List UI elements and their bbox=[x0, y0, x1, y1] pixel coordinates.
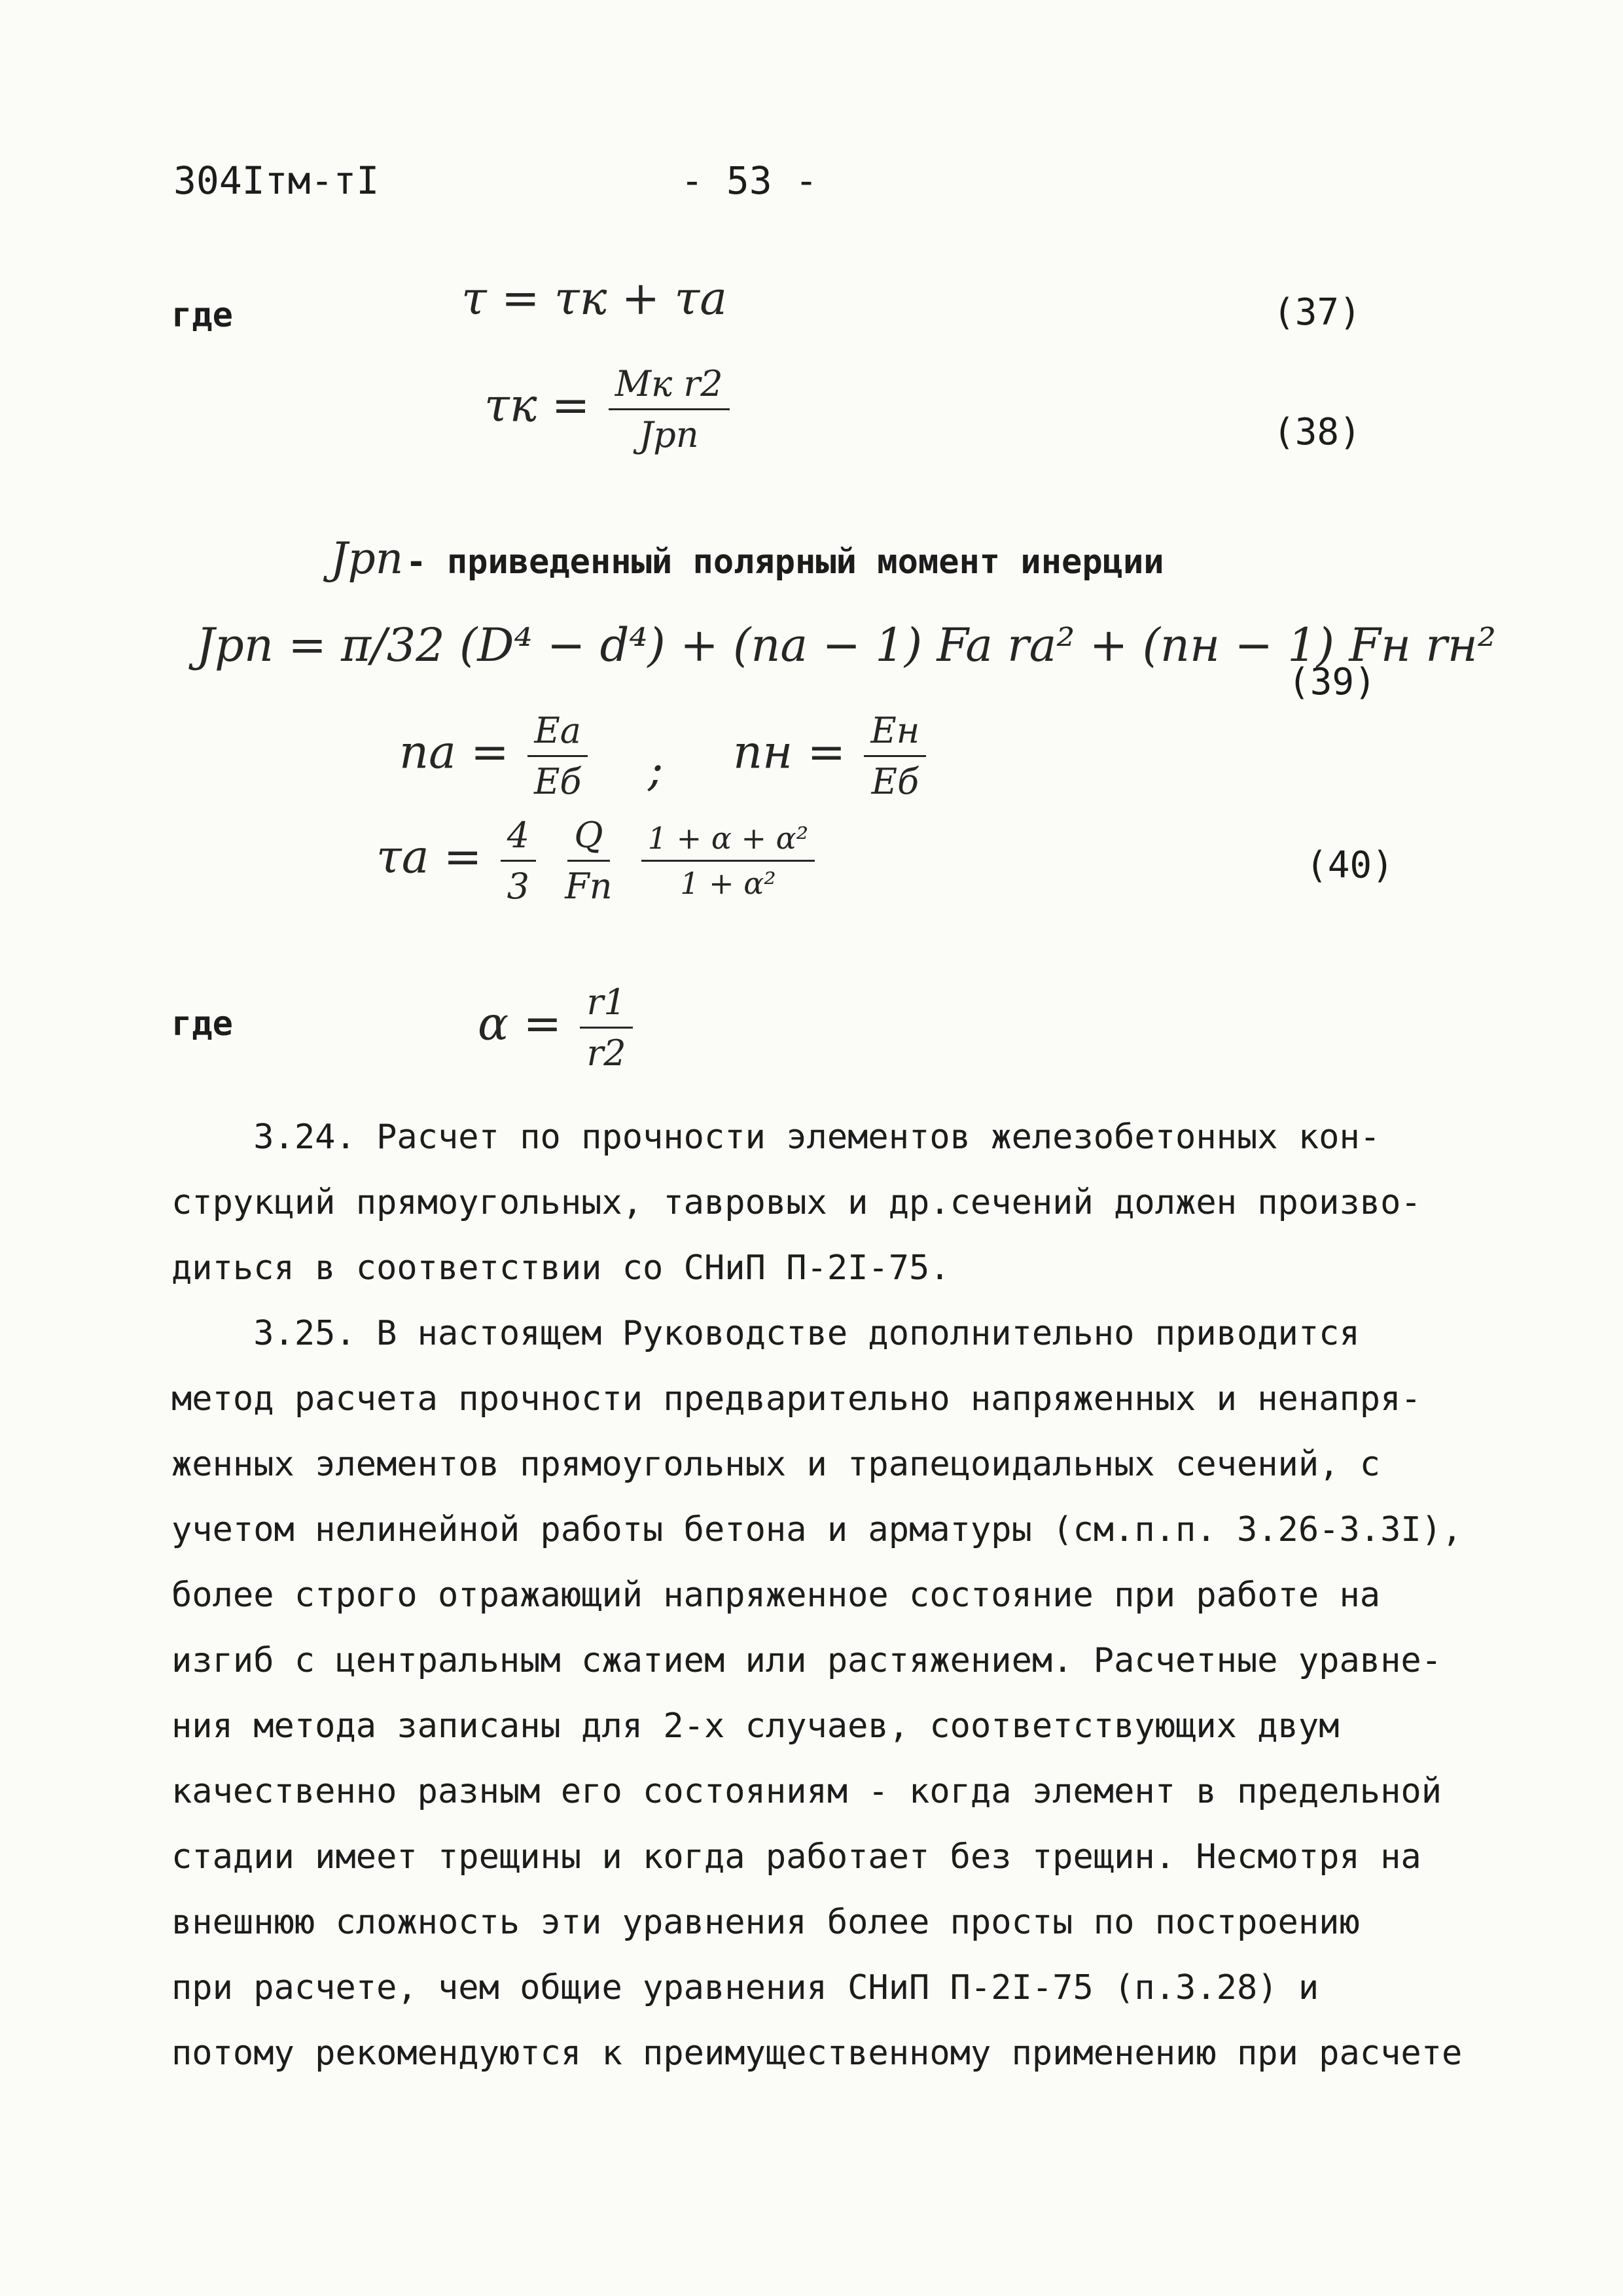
equation-number-38: (38) bbox=[1273, 411, 1361, 453]
text-line: стадии имеет трещины и когда работает без трещин. Несмотря на bbox=[171, 1837, 1421, 1877]
formula-40-q bbox=[558, 815, 618, 907]
formula-40-a-den: 1 + α² bbox=[680, 866, 776, 901]
where-label: где bbox=[171, 296, 233, 335]
text-line: учетом нелинейной работы бетона и арматуры (см.п.п. 3.26-3.3I), bbox=[171, 1510, 1463, 1549]
formula-nh-fraction bbox=[864, 710, 926, 802]
formula-alpha-lhs: α bbox=[478, 997, 509, 1051]
formula-39: Jрп = π/32 (D⁴ − d⁴) + (na − 1) Fa ra² + (nн − 1) Fн rн² bbox=[196, 618, 1496, 672]
formula-40-coef-num: 4 bbox=[501, 815, 536, 862]
formula-na: na = $\frac{Ea}{Eб}$ bbox=[399, 710, 592, 802]
text-line: струкций прямоугольных, тавровых и др.сечений должен произво- bbox=[171, 1183, 1421, 1222]
where-label: где bbox=[171, 1004, 233, 1044]
formula-40-q-den: Fп bbox=[565, 866, 613, 907]
formula-alpha-denominator: r2 bbox=[586, 1033, 626, 1074]
formula-40-a-num: 1 + α + α² bbox=[641, 821, 815, 862]
formula-na-fraction bbox=[527, 710, 588, 802]
formula-38-lhs: τк bbox=[484, 378, 537, 433]
formula-na-denominator: Eб bbox=[533, 761, 582, 802]
formula-40-coef-den: 3 bbox=[507, 866, 529, 907]
formula-38: τк = $\frac{\text{Mк r2}}{\text{Jрп}}$ bbox=[484, 363, 734, 455]
text-line: 3.24. Расчет по прочности элементов железобетонных кон- bbox=[171, 1118, 1381, 1157]
equation-number-37: (37) bbox=[1273, 291, 1361, 334]
formula-40-coef bbox=[501, 815, 536, 907]
text-line: диться в соответствии со СНиП П-2I-75. bbox=[171, 1248, 950, 1288]
formula-nh-lhs: nн bbox=[733, 725, 793, 779]
text-line: при расчете, чем общие уравнения СНиП П-2I-75 (п.3.28) и bbox=[171, 1968, 1319, 2007]
formula-alpha-numerator: r1 bbox=[580, 981, 632, 1029]
formula-nh-denominator: Eб bbox=[871, 761, 919, 802]
formula-nh: nн = $\frac{Eн}{Eб}$ bbox=[733, 710, 930, 802]
formula-38-fraction bbox=[609, 363, 730, 455]
header-doc-code: 304Iтм-тI bbox=[173, 158, 380, 203]
formula-alpha-fraction bbox=[580, 981, 632, 1074]
jrp-definition-text: - приведенный полярный момент инерции bbox=[406, 542, 1164, 582]
text-line: 3.25. В настоящем Руководстве дополнительно приводится bbox=[171, 1314, 1360, 1353]
text-line: потому рекомендуются к преимущественному применению при расчете bbox=[171, 2034, 1463, 2073]
paragraph-3-25 bbox=[171, 1301, 1462, 2086]
paragraph-3-24 bbox=[171, 1104, 1421, 1301]
jrp-symbol: Jрп bbox=[330, 533, 404, 584]
text-line: ния метода записаны для 2-х случаев, соответствующих двум bbox=[171, 1706, 1340, 1746]
text-line: изгиб с центральным сжатием или растяжением. Расчетные уравне- bbox=[171, 1641, 1442, 1680]
formula-separator: ; bbox=[648, 743, 664, 796]
text-line: женных элементов прямоугольных и трапецоидальных сечений, с bbox=[171, 1445, 1381, 1484]
page-number: - 53 - bbox=[681, 158, 818, 203]
formula-40-q-num: Q bbox=[567, 815, 609, 862]
formula-na-lhs: na bbox=[399, 725, 456, 779]
formula-38-denominator: Jрп bbox=[639, 414, 699, 455]
formula-40-lhs: τa bbox=[376, 830, 429, 884]
formula-40-alpha-ratio bbox=[641, 821, 815, 901]
formula-37: τ = τк + τa bbox=[461, 272, 728, 325]
formula-38-numerator: Mк r2 bbox=[609, 363, 730, 410]
equation-number-40: (40) bbox=[1306, 844, 1394, 887]
formula-40: τa = $\frac{4}{3}$ $\frac{Q}{Fп}$ $\frac{\text{1 + α + α²}}{\text{1 + α²}}$ bbox=[376, 815, 819, 907]
formula-nh-numerator: Eн bbox=[864, 710, 926, 757]
formula-na-numerator: Ea bbox=[527, 710, 588, 757]
jrp-definition bbox=[330, 533, 1164, 584]
text-line: метод расчета прочности предварительно напряженных и ненапря- bbox=[171, 1379, 1421, 1419]
text-line: внешнюю сложность эти уравнения более просты по построению bbox=[171, 1903, 1360, 1942]
formula-alpha: α = $\frac{r1}{r2}$ bbox=[478, 981, 637, 1074]
text-line: более строго отражающий напряженное состояние при работе на bbox=[171, 1576, 1381, 1615]
text-line: качественно разным его состояниям - когда элемент в предельной bbox=[171, 1772, 1442, 1811]
equation-number-39: (39) bbox=[1288, 661, 1376, 703]
